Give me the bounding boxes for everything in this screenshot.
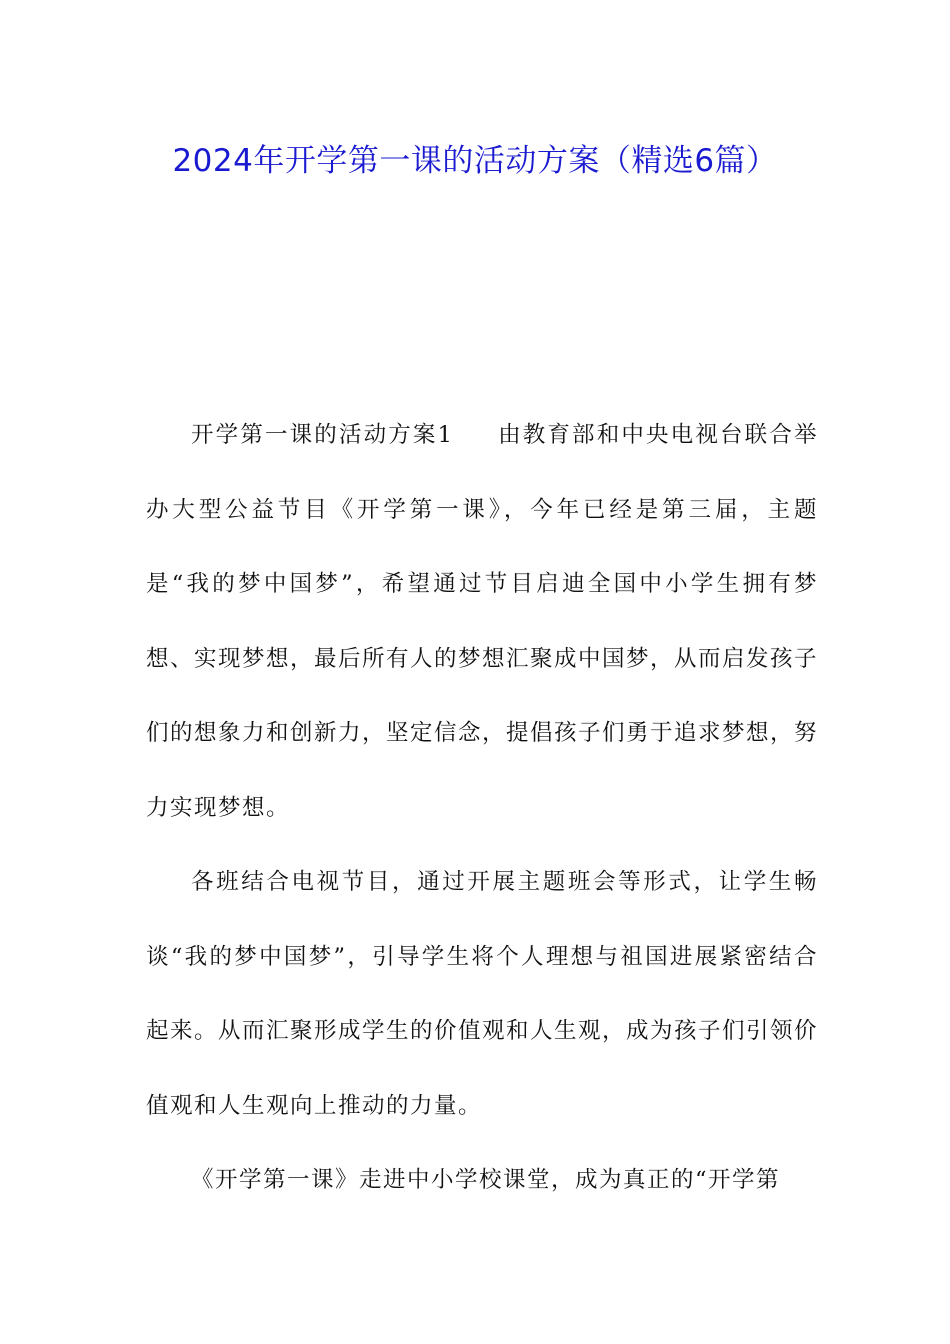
paragraph-2: 各班结合电视节目，通过开展主题班会等形式，让学生畅谈“我的梦中国梦”，引导学生将个人理想与祖国进展紧密结合起来。从而汇聚形成学生的价值观和人生观，成为孩子们引领价值观和人生观向上推动的力量。 (146, 869, 819, 1119)
section-heading: 开学第一课的活动方案1 (191, 422, 454, 448)
document-title: 2024年开学第一课的活动方案（精选6篇） (172, 143, 778, 179)
paragraph-1-text: 由教育部和中央电视台联合举办大型公益节目《开学第一课》，今年已经是第三届，主题是“我的梦中国梦”，希望通过节目启迪全国中小学生拥有梦想、实现梦想，最后所有人的梦想汇聚成中国梦，从而启发孩子们的想象力和创新力，坚定信念，提倡孩子们勇于追求梦想，努力实现梦想。 (146, 422, 819, 821)
paragraph-1 (146, 398, 818, 845)
paragraph-3: 《开学第一课》走进中小学校课堂，成为真正的“开学第 (191, 1167, 781, 1193)
document-body (146, 398, 818, 1218)
